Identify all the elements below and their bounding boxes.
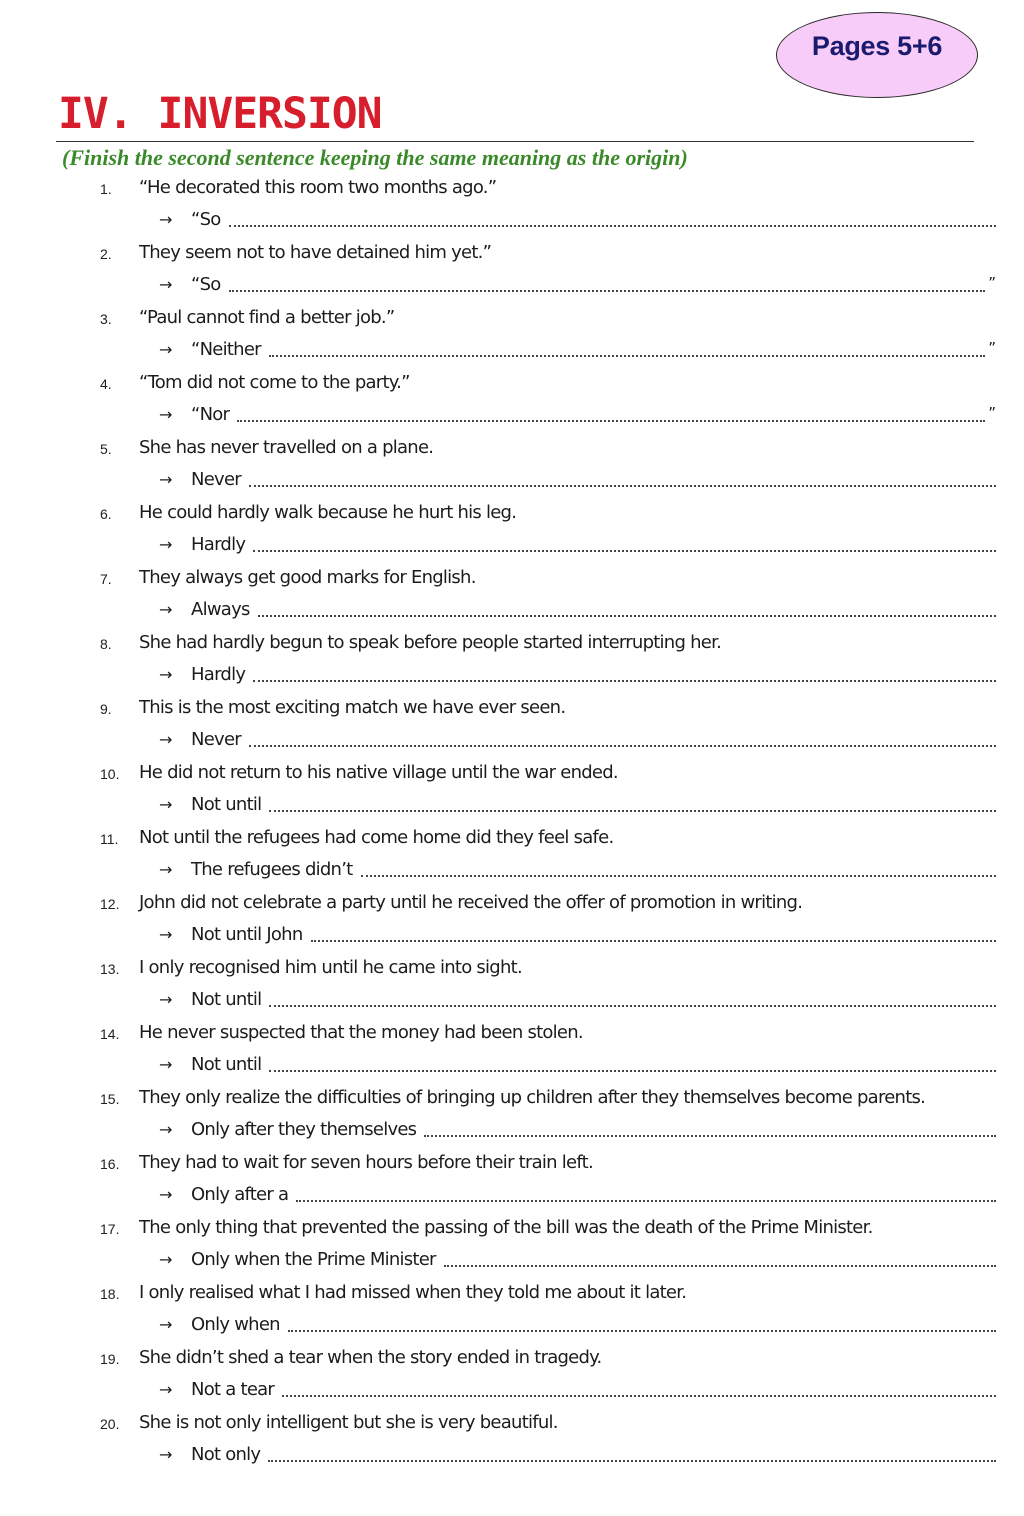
original-sentence: They had to wait for seven hours before their train left. <box>139 1152 593 1173</box>
exercise-item <box>0 826 1024 891</box>
answer-prompt: Hardly <box>191 534 246 555</box>
answer-prompt: “Neither <box>191 339 261 360</box>
arrow-right-icon: → <box>159 1185 173 1204</box>
answer-line[interactable] <box>159 1376 996 1402</box>
arrow-right-icon: → <box>159 795 173 814</box>
exercise-item <box>0 566 1024 631</box>
answer-line[interactable] <box>159 1311 996 1337</box>
original-sentence: He never suspected that the money had been stolen. <box>139 1022 583 1043</box>
original-sentence: “Tom did not come to the party.” <box>139 372 410 393</box>
answer-line[interactable] <box>159 1051 996 1077</box>
original-sentence: They seem not to have detained him yet.” <box>139 242 492 263</box>
answer-line[interactable] <box>159 1441 996 1467</box>
item-number: 4. <box>100 376 112 392</box>
arrow-right-icon: → <box>159 665 173 684</box>
answer-line[interactable] <box>159 726 996 752</box>
arrow-right-icon: → <box>159 210 173 229</box>
answer-line[interactable] <box>159 1246 996 1272</box>
original-sentence: She is not only intelligent but she is very beautiful. <box>139 1412 558 1433</box>
item-number: 17. <box>100 1221 120 1237</box>
answer-blank[interactable] <box>424 1135 996 1137</box>
answer-prompt: Never <box>191 469 241 490</box>
answer-prompt: Only when the Prime Minister <box>191 1249 436 1270</box>
original-sentence: I only realised what I had missed when they told me about it later. <box>139 1282 687 1303</box>
exercise-item <box>0 1086 1024 1151</box>
exercise-item <box>0 891 1024 956</box>
arrow-right-icon: → <box>159 535 173 554</box>
pages-badge <box>776 12 978 98</box>
original-sentence: She didn’t shed a tear when the story ended in tragedy. <box>139 1347 602 1368</box>
answer-blank[interactable] <box>282 1395 996 1397</box>
original-sentence: “He decorated this room two months ago.” <box>139 177 497 198</box>
arrow-right-icon: → <box>159 990 173 1009</box>
original-sentence: They always get good marks for English. <box>139 567 476 588</box>
item-number: 19. <box>100 1351 120 1367</box>
instruction-text: (Finish the second sentence keeping the same meaning as the origin) <box>62 145 688 170</box>
closing-quote: ” <box>988 274 996 292</box>
answer-blank[interactable] <box>269 1070 996 1072</box>
answer-blank[interactable] <box>444 1265 996 1267</box>
item-number: 3. <box>100 311 112 327</box>
answer-prompt: “So <box>191 274 221 295</box>
answer-line[interactable] <box>159 206 996 232</box>
item-number: 16. <box>100 1156 120 1172</box>
item-number: 1. <box>100 181 112 197</box>
answer-blank[interactable] <box>249 485 996 487</box>
answer-blank[interactable] <box>229 290 986 292</box>
answer-blank[interactable] <box>237 420 985 422</box>
answer-prompt: Only after a <box>191 1184 289 1205</box>
answer-blank[interactable] <box>269 355 985 357</box>
item-number: 10. <box>100 766 120 782</box>
answer-line[interactable] <box>159 791 996 817</box>
answer-blank[interactable] <box>258 615 996 617</box>
answer-prompt: Not until <box>191 794 262 815</box>
exercise-item <box>0 1346 1024 1411</box>
arrow-right-icon: → <box>159 1445 173 1464</box>
original-sentence: They only realize the difficulties of bringing up children after they themselves become parents. <box>139 1087 926 1108</box>
item-number: 14. <box>100 1026 120 1042</box>
exercise-item <box>0 501 1024 566</box>
answer-prompt: Always <box>191 599 250 620</box>
answer-line[interactable] <box>159 401 996 427</box>
answer-line[interactable] <box>159 466 996 492</box>
answer-prompt: The refugees didn’t <box>191 859 353 880</box>
answer-blank[interactable] <box>311 940 997 942</box>
arrow-right-icon: → <box>159 340 173 359</box>
exercise-item <box>0 631 1024 696</box>
answer-prompt: “So <box>191 209 221 230</box>
exercise-item <box>0 761 1024 826</box>
exercise-item <box>0 176 1024 241</box>
answer-line[interactable] <box>159 921 996 947</box>
exercise-item <box>0 436 1024 501</box>
answer-blank[interactable] <box>288 1330 996 1332</box>
item-number: 20. <box>100 1416 120 1432</box>
answer-blank[interactable] <box>253 680 996 682</box>
arrow-right-icon: → <box>159 1120 173 1139</box>
item-number: 13. <box>100 961 120 977</box>
closing-quote: ” <box>988 404 996 422</box>
answer-prompt: Never <box>191 729 241 750</box>
exercise-item <box>0 1216 1024 1281</box>
item-number: 9. <box>100 701 112 717</box>
original-sentence: I only recognised him until he came into sight. <box>139 957 522 978</box>
item-number: 18. <box>100 1286 120 1302</box>
arrow-right-icon: → <box>159 600 173 619</box>
answer-line[interactable] <box>159 596 996 622</box>
answer-blank[interactable] <box>268 1460 996 1462</box>
arrow-right-icon: → <box>159 1250 173 1269</box>
item-number: 11. <box>100 831 119 847</box>
exercise-item <box>0 696 1024 761</box>
answer-line[interactable] <box>159 336 996 362</box>
exercise-item <box>0 306 1024 371</box>
answer-prompt: Not until <box>191 1054 262 1075</box>
original-sentence: He could hardly walk because he hurt his leg. <box>139 502 517 523</box>
arrow-right-icon: → <box>159 1380 173 1399</box>
answer-line[interactable] <box>159 1181 996 1207</box>
answer-prompt: “Nor <box>191 404 230 425</box>
arrow-right-icon: → <box>159 1055 173 1074</box>
answer-prompt: Not a tear <box>191 1379 275 1400</box>
answer-blank[interactable] <box>361 875 997 877</box>
pages-badge-text: Pages 5+6 <box>811 30 943 61</box>
answer-line[interactable] <box>159 1116 996 1142</box>
arrow-right-icon: → <box>159 470 173 489</box>
item-number: 15. <box>100 1091 120 1107</box>
answer-prompt: Not only <box>191 1444 261 1465</box>
item-number: 7. <box>100 571 112 587</box>
original-sentence: “Paul cannot find a better job.” <box>139 307 395 328</box>
exercise-item <box>0 1411 1024 1476</box>
closing-quote: ” <box>988 339 996 357</box>
answer-line[interactable] <box>159 661 996 687</box>
section-title: IV. INVERSION <box>58 89 382 139</box>
answer-blank[interactable] <box>229 225 996 227</box>
arrow-right-icon: → <box>159 1315 173 1334</box>
original-sentence: Not until the refugees had come home did they feel safe. <box>139 827 614 848</box>
item-number: 2. <box>100 246 112 262</box>
item-number: 6. <box>100 506 112 522</box>
original-sentence: She has never travelled on a plane. <box>139 437 434 458</box>
item-number: 5. <box>100 441 112 457</box>
original-sentence: He did not return to his native village until the war ended. <box>139 762 618 783</box>
answer-prompt: Hardly <box>191 664 246 685</box>
arrow-right-icon: → <box>159 405 173 424</box>
exercise-item <box>0 956 1024 1021</box>
exercise-item <box>0 1021 1024 1086</box>
answer-line[interactable] <box>159 531 996 557</box>
title-divider <box>56 141 974 142</box>
exercise-item <box>0 371 1024 436</box>
answer-line[interactable] <box>159 986 996 1012</box>
original-sentence: John did not celebrate a party until he received the offer of promotion in writing. <box>139 892 803 913</box>
arrow-right-icon: → <box>159 730 173 749</box>
answer-prompt: Only when <box>191 1314 280 1335</box>
answer-blank[interactable] <box>249 745 996 747</box>
item-number: 8. <box>100 636 112 652</box>
arrow-right-icon: → <box>159 275 173 294</box>
original-sentence: She had hardly begun to speak before people started interrupting her. <box>139 632 722 653</box>
answer-line[interactable] <box>159 271 996 297</box>
answer-line[interactable] <box>159 856 996 882</box>
item-number: 12. <box>100 896 120 912</box>
arrow-right-icon: → <box>159 860 173 879</box>
answer-prompt: Not until John <box>191 924 303 945</box>
answer-prompt: Not until <box>191 989 262 1010</box>
original-sentence: This is the most exciting match we have ever seen. <box>139 697 566 718</box>
exercise-item <box>0 1281 1024 1346</box>
answer-blank[interactable] <box>253 550 996 552</box>
answer-prompt: Only after they themselves <box>191 1119 417 1140</box>
answer-blank[interactable] <box>269 1005 996 1007</box>
answer-blank[interactable] <box>269 810 996 812</box>
answer-blank[interactable] <box>296 1200 996 1202</box>
arrow-right-icon: → <box>159 925 173 944</box>
exercise-item <box>0 241 1024 306</box>
original-sentence: The only thing that prevented the passing of the bill was the death of the Prime Minister. <box>139 1217 873 1238</box>
exercise-item <box>0 1151 1024 1216</box>
